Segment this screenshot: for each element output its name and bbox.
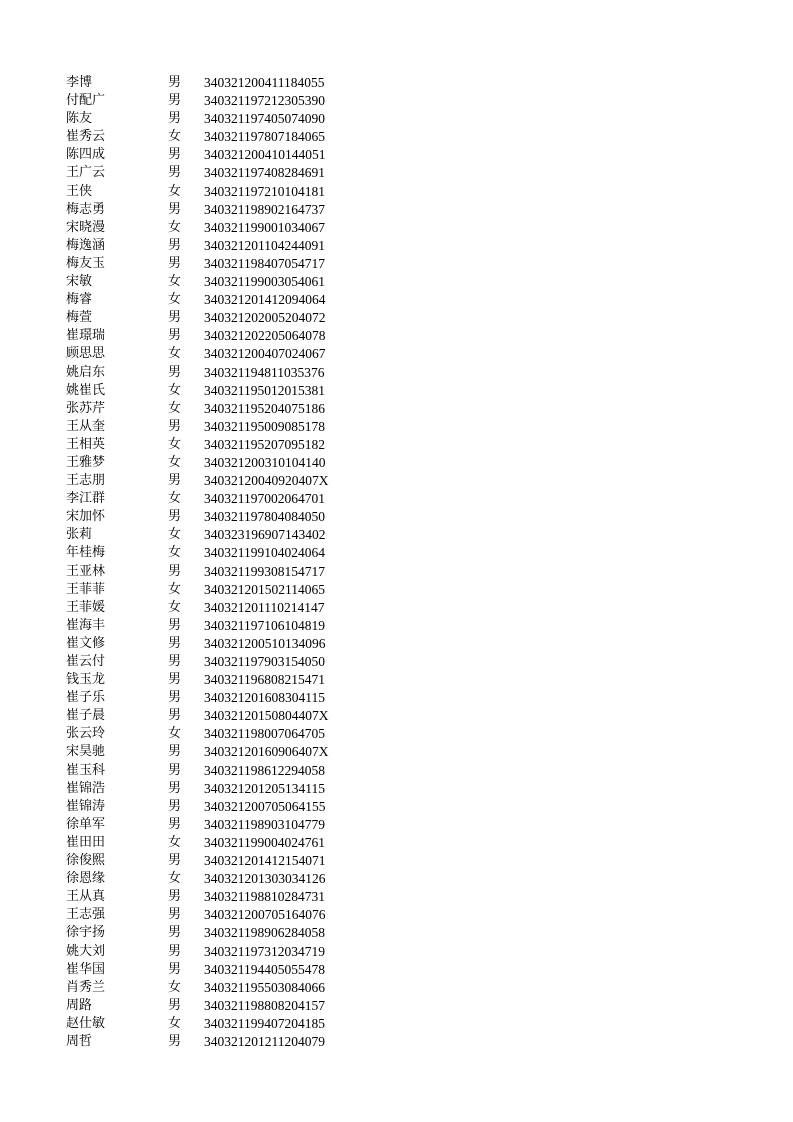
gender-cell: 女 (168, 834, 182, 850)
table-row (66, 852, 386, 870)
table-row (66, 1033, 386, 1051)
id-number-cell: 340321198906284058 (204, 925, 325, 941)
name-cell: 王菲媛 (66, 599, 106, 615)
gender-cell: 女 (168, 382, 182, 398)
id-number-cell: 340321197002064701 (204, 491, 325, 507)
table-row (66, 617, 386, 635)
id-number-cell: 340321200411184055 (204, 75, 325, 90)
id-number-cell: 340321194811035376 (204, 364, 325, 380)
id-number-cell: 34032120040920407X (204, 473, 329, 489)
name-cell: 崔璟瑞 (66, 328, 106, 344)
table-row (66, 1015, 386, 1033)
id-number-cell: 340321197807184065 (204, 129, 325, 145)
name-cell: 王相英 (66, 436, 106, 452)
name-cell: 王从奎 (66, 418, 106, 434)
id-number-cell: 340321198810284731 (204, 889, 325, 905)
gender-cell: 男 (168, 780, 182, 796)
gender-cell: 女 (168, 454, 182, 470)
id-number-cell: 340321197408284691 (204, 165, 325, 181)
table-row (66, 924, 386, 942)
gender-cell: 男 (168, 509, 182, 525)
gender-cell: 女 (168, 400, 182, 416)
name-cell: 张苏芹 (66, 400, 106, 416)
name-cell: 顾思思 (66, 346, 106, 362)
table-row (66, 237, 386, 255)
table-row (66, 255, 386, 273)
name-cell: 宋加怀 (66, 509, 106, 525)
name-cell: 王亚林 (66, 563, 106, 579)
table-row (66, 563, 386, 581)
id-number-cell: 340321195207095182 (204, 436, 325, 452)
table-row (66, 400, 386, 418)
table-row (66, 345, 386, 363)
gender-cell: 女 (168, 599, 182, 615)
id-number-cell: 340323196907143402 (204, 527, 326, 543)
name-cell: 梅萱 (66, 310, 93, 326)
gender-cell: 女 (168, 129, 182, 145)
table-row (66, 961, 386, 979)
table-row (66, 544, 386, 562)
table-row (66, 599, 386, 617)
table-row (66, 472, 386, 490)
table-row (66, 798, 386, 816)
table-row (66, 418, 386, 436)
id-number-cell: 340321199407204185 (204, 1015, 325, 1031)
name-cell: 崔锦涛 (66, 798, 106, 814)
name-cell: 崔文修 (66, 635, 106, 651)
gender-cell: 男 (168, 310, 182, 326)
id-number-cell: 340321200705064155 (204, 798, 326, 814)
table-row (66, 92, 386, 110)
id-number-cell: 340321197312034719 (204, 943, 325, 959)
gender-cell: 男 (168, 255, 182, 271)
table-row (66, 780, 386, 798)
gender-cell: 女 (168, 1015, 182, 1031)
table-row (66, 110, 386, 128)
gender-cell: 男 (168, 328, 182, 344)
gender-cell: 女 (168, 545, 182, 561)
gender-cell: 男 (168, 672, 182, 688)
id-number-cell: 340321199308154717 (204, 563, 325, 579)
name-cell: 宋昊驰 (66, 744, 106, 760)
gender-cell: 男 (168, 418, 182, 434)
id-number-cell: 340321195009085178 (204, 418, 325, 434)
table-row (66, 997, 386, 1015)
id-number-cell: 340321195204075186 (204, 400, 325, 416)
gender-cell: 男 (168, 635, 182, 651)
table-row (66, 273, 386, 291)
id-number-cell: 340321195012015381 (204, 382, 325, 398)
name-cell: 崔田田 (66, 834, 106, 850)
gender-cell: 男 (168, 943, 182, 959)
name-cell: 陈友 (66, 111, 93, 127)
id-number-cell: 340321198407054717 (204, 255, 325, 271)
gender-cell: 男 (168, 925, 182, 941)
id-number-cell: 340321201502114065 (204, 581, 325, 597)
table-row (66, 364, 386, 382)
name-cell: 王志强 (66, 907, 106, 923)
table-row (66, 653, 386, 671)
id-number-cell: 340321197210104181 (204, 183, 325, 199)
gender-cell: 男 (168, 93, 182, 109)
table-row (66, 979, 386, 997)
gender-cell: 男 (168, 816, 182, 832)
name-cell: 宋晓漫 (66, 219, 106, 235)
table-row (66, 943, 386, 961)
id-number-cell: 340321196808215471 (204, 672, 325, 688)
id-number-cell: 340321199003054061 (204, 274, 325, 290)
id-number-cell: 34032120150804407X (204, 708, 329, 724)
id-number-cell: 340321198612294058 (204, 762, 325, 778)
name-cell: 王侠 (66, 183, 93, 199)
id-number-cell: 340321194405055478 (204, 961, 325, 977)
id-number-cell: 340321198902164737 (204, 201, 325, 217)
id-number-cell: 340321199104024064 (204, 545, 325, 561)
id-number-cell: 340321197212305390 (204, 93, 325, 109)
table-row (66, 743, 386, 761)
id-number-cell: 340321201412154071 (204, 853, 326, 869)
table-row (66, 183, 386, 201)
gender-cell: 男 (168, 165, 182, 181)
name-cell: 梅逸涵 (66, 237, 106, 253)
name-cell: 姚启东 (66, 364, 106, 380)
name-cell: 陈四成 (66, 147, 106, 163)
id-number-cell: 340321195503084066 (204, 979, 325, 995)
gender-cell: 男 (168, 853, 182, 869)
table-row (66, 888, 386, 906)
gender-cell: 男 (168, 75, 182, 90)
table-row (66, 816, 386, 834)
name-cell: 赵仕敏 (66, 1015, 106, 1031)
gender-cell: 男 (168, 201, 182, 217)
name-cell: 宋敏 (66, 274, 93, 290)
name-cell: 李博 (66, 75, 93, 90)
name-cell: 年桂梅 (66, 545, 106, 561)
table-row (66, 128, 386, 146)
table-row (66, 291, 386, 309)
id-number-cell: 340321198808204157 (204, 997, 325, 1013)
name-cell: 周哲 (66, 1033, 93, 1049)
id-number-cell: 340321201211204079 (204, 1033, 325, 1049)
name-cell: 崔子晨 (66, 708, 106, 724)
gender-cell: 男 (168, 111, 182, 127)
gender-cell: 男 (168, 889, 182, 905)
id-number-cell: 340321200705164076 (204, 907, 326, 923)
table-row (66, 327, 386, 345)
name-cell: 徐宇扬 (66, 925, 106, 941)
gender-cell: 男 (168, 563, 182, 579)
name-cell: 钱玉龙 (66, 672, 106, 688)
name-cell: 崔华国 (66, 961, 106, 977)
table-row (66, 508, 386, 526)
table-row (66, 382, 386, 400)
table-row (66, 454, 386, 472)
gender-cell: 女 (168, 183, 182, 199)
table-row (66, 906, 386, 924)
id-number-cell: 340321200410144051 (204, 147, 326, 163)
name-cell: 崔玉科 (66, 762, 106, 778)
name-cell: 王志朋 (66, 473, 106, 489)
table-row (66, 164, 386, 182)
id-number-cell: 340321202005204072 (204, 310, 326, 326)
id-number-cell: 340321199004024761 (204, 834, 325, 850)
name-cell: 梅友玉 (66, 255, 106, 271)
id-number-cell: 340321198007064705 (204, 726, 325, 742)
table-row (66, 635, 386, 653)
gender-cell: 男 (168, 744, 182, 760)
gender-cell: 女 (168, 219, 182, 235)
record-table (66, 74, 386, 1051)
id-number-cell: 340321201104244091 (204, 237, 325, 253)
name-cell: 梅睿 (66, 292, 93, 308)
gender-cell: 男 (168, 762, 182, 778)
gender-cell: 男 (168, 907, 182, 923)
gender-cell: 男 (168, 473, 182, 489)
gender-cell: 男 (168, 1033, 182, 1049)
gender-cell: 女 (168, 527, 182, 543)
id-number-cell: 340321201412094064 (204, 292, 326, 308)
gender-cell: 男 (168, 364, 182, 380)
name-cell: 王菲菲 (66, 581, 106, 597)
table-row (66, 581, 386, 599)
table-row (66, 436, 386, 454)
gender-cell: 女 (168, 581, 182, 597)
id-number-cell: 340321199001034067 (204, 219, 325, 235)
name-cell: 肖秀兰 (66, 979, 106, 995)
name-cell: 王广云 (66, 165, 106, 181)
gender-cell: 女 (168, 491, 182, 507)
table-row (66, 870, 386, 888)
name-cell: 王雅梦 (66, 454, 106, 470)
id-number-cell: 340321201608304115 (204, 690, 325, 706)
name-cell: 付配广 (66, 93, 106, 109)
name-cell: 徐单军 (66, 816, 106, 832)
gender-cell: 女 (168, 979, 182, 995)
gender-cell: 女 (168, 346, 182, 362)
name-cell: 徐俊熙 (66, 853, 106, 869)
id-number-cell: 340321201205134115 (204, 780, 325, 796)
name-cell: 崔秀云 (66, 129, 106, 145)
gender-cell: 男 (168, 147, 182, 163)
table-row (66, 309, 386, 327)
table-row (66, 762, 386, 780)
table-row (66, 146, 386, 164)
table-row (66, 689, 386, 707)
gender-cell: 女 (168, 292, 182, 308)
table-row (66, 201, 386, 219)
gender-cell: 男 (168, 617, 182, 633)
name-cell: 周路 (66, 997, 93, 1013)
name-cell: 李江群 (66, 491, 106, 507)
name-cell: 姚大刘 (66, 943, 106, 959)
gender-cell: 男 (168, 654, 182, 669)
gender-cell: 男 (168, 997, 182, 1013)
name-cell: 张莉 (66, 527, 93, 543)
table-row (66, 74, 386, 92)
id-number-cell: 340321198903104779 (204, 816, 325, 832)
id-number-cell: 340321197804084050 (204, 509, 325, 525)
id-number-cell: 340321197106104819 (204, 617, 325, 633)
id-number-cell: 340321200510134096 (204, 635, 326, 651)
name-cell: 崔子乐 (66, 690, 106, 706)
name-cell: 姚崔氏 (66, 382, 106, 398)
id-number-cell: 340321200310104140 (204, 454, 326, 470)
name-cell: 徐恩缘 (66, 871, 106, 887)
gender-cell: 女 (168, 436, 182, 452)
table-row (66, 834, 386, 852)
name-cell: 梅志勇 (66, 201, 106, 217)
gender-cell: 男 (168, 708, 182, 724)
gender-cell: 男 (168, 690, 182, 706)
gender-cell: 女 (168, 274, 182, 290)
table-row (66, 526, 386, 544)
id-number-cell: 340321201303034126 (204, 871, 326, 887)
id-number-cell: 340321201110214147 (204, 599, 325, 615)
id-number-cell: 340321200407024067 (204, 346, 326, 362)
name-cell: 崔锦浩 (66, 780, 106, 796)
table-row (66, 490, 386, 508)
table-row (66, 219, 386, 237)
id-number-cell: 340321197405074090 (204, 111, 325, 127)
gender-cell: 男 (168, 961, 182, 977)
name-cell: 张云玲 (66, 726, 106, 742)
gender-cell: 女 (168, 726, 182, 742)
id-number-cell: 34032120160906407X (204, 744, 329, 760)
table-row (66, 671, 386, 689)
id-number-cell: 340321202205064078 (204, 328, 326, 344)
gender-cell: 女 (168, 871, 182, 887)
name-cell: 崔云付 (66, 654, 106, 669)
gender-cell: 男 (168, 237, 182, 253)
name-cell: 王从真 (66, 889, 106, 905)
gender-cell: 男 (168, 798, 182, 814)
table-row (66, 707, 386, 725)
table-row (66, 725, 386, 743)
id-number-cell: 340321197903154050 (204, 654, 325, 669)
name-cell: 崔海丰 (66, 617, 106, 633)
